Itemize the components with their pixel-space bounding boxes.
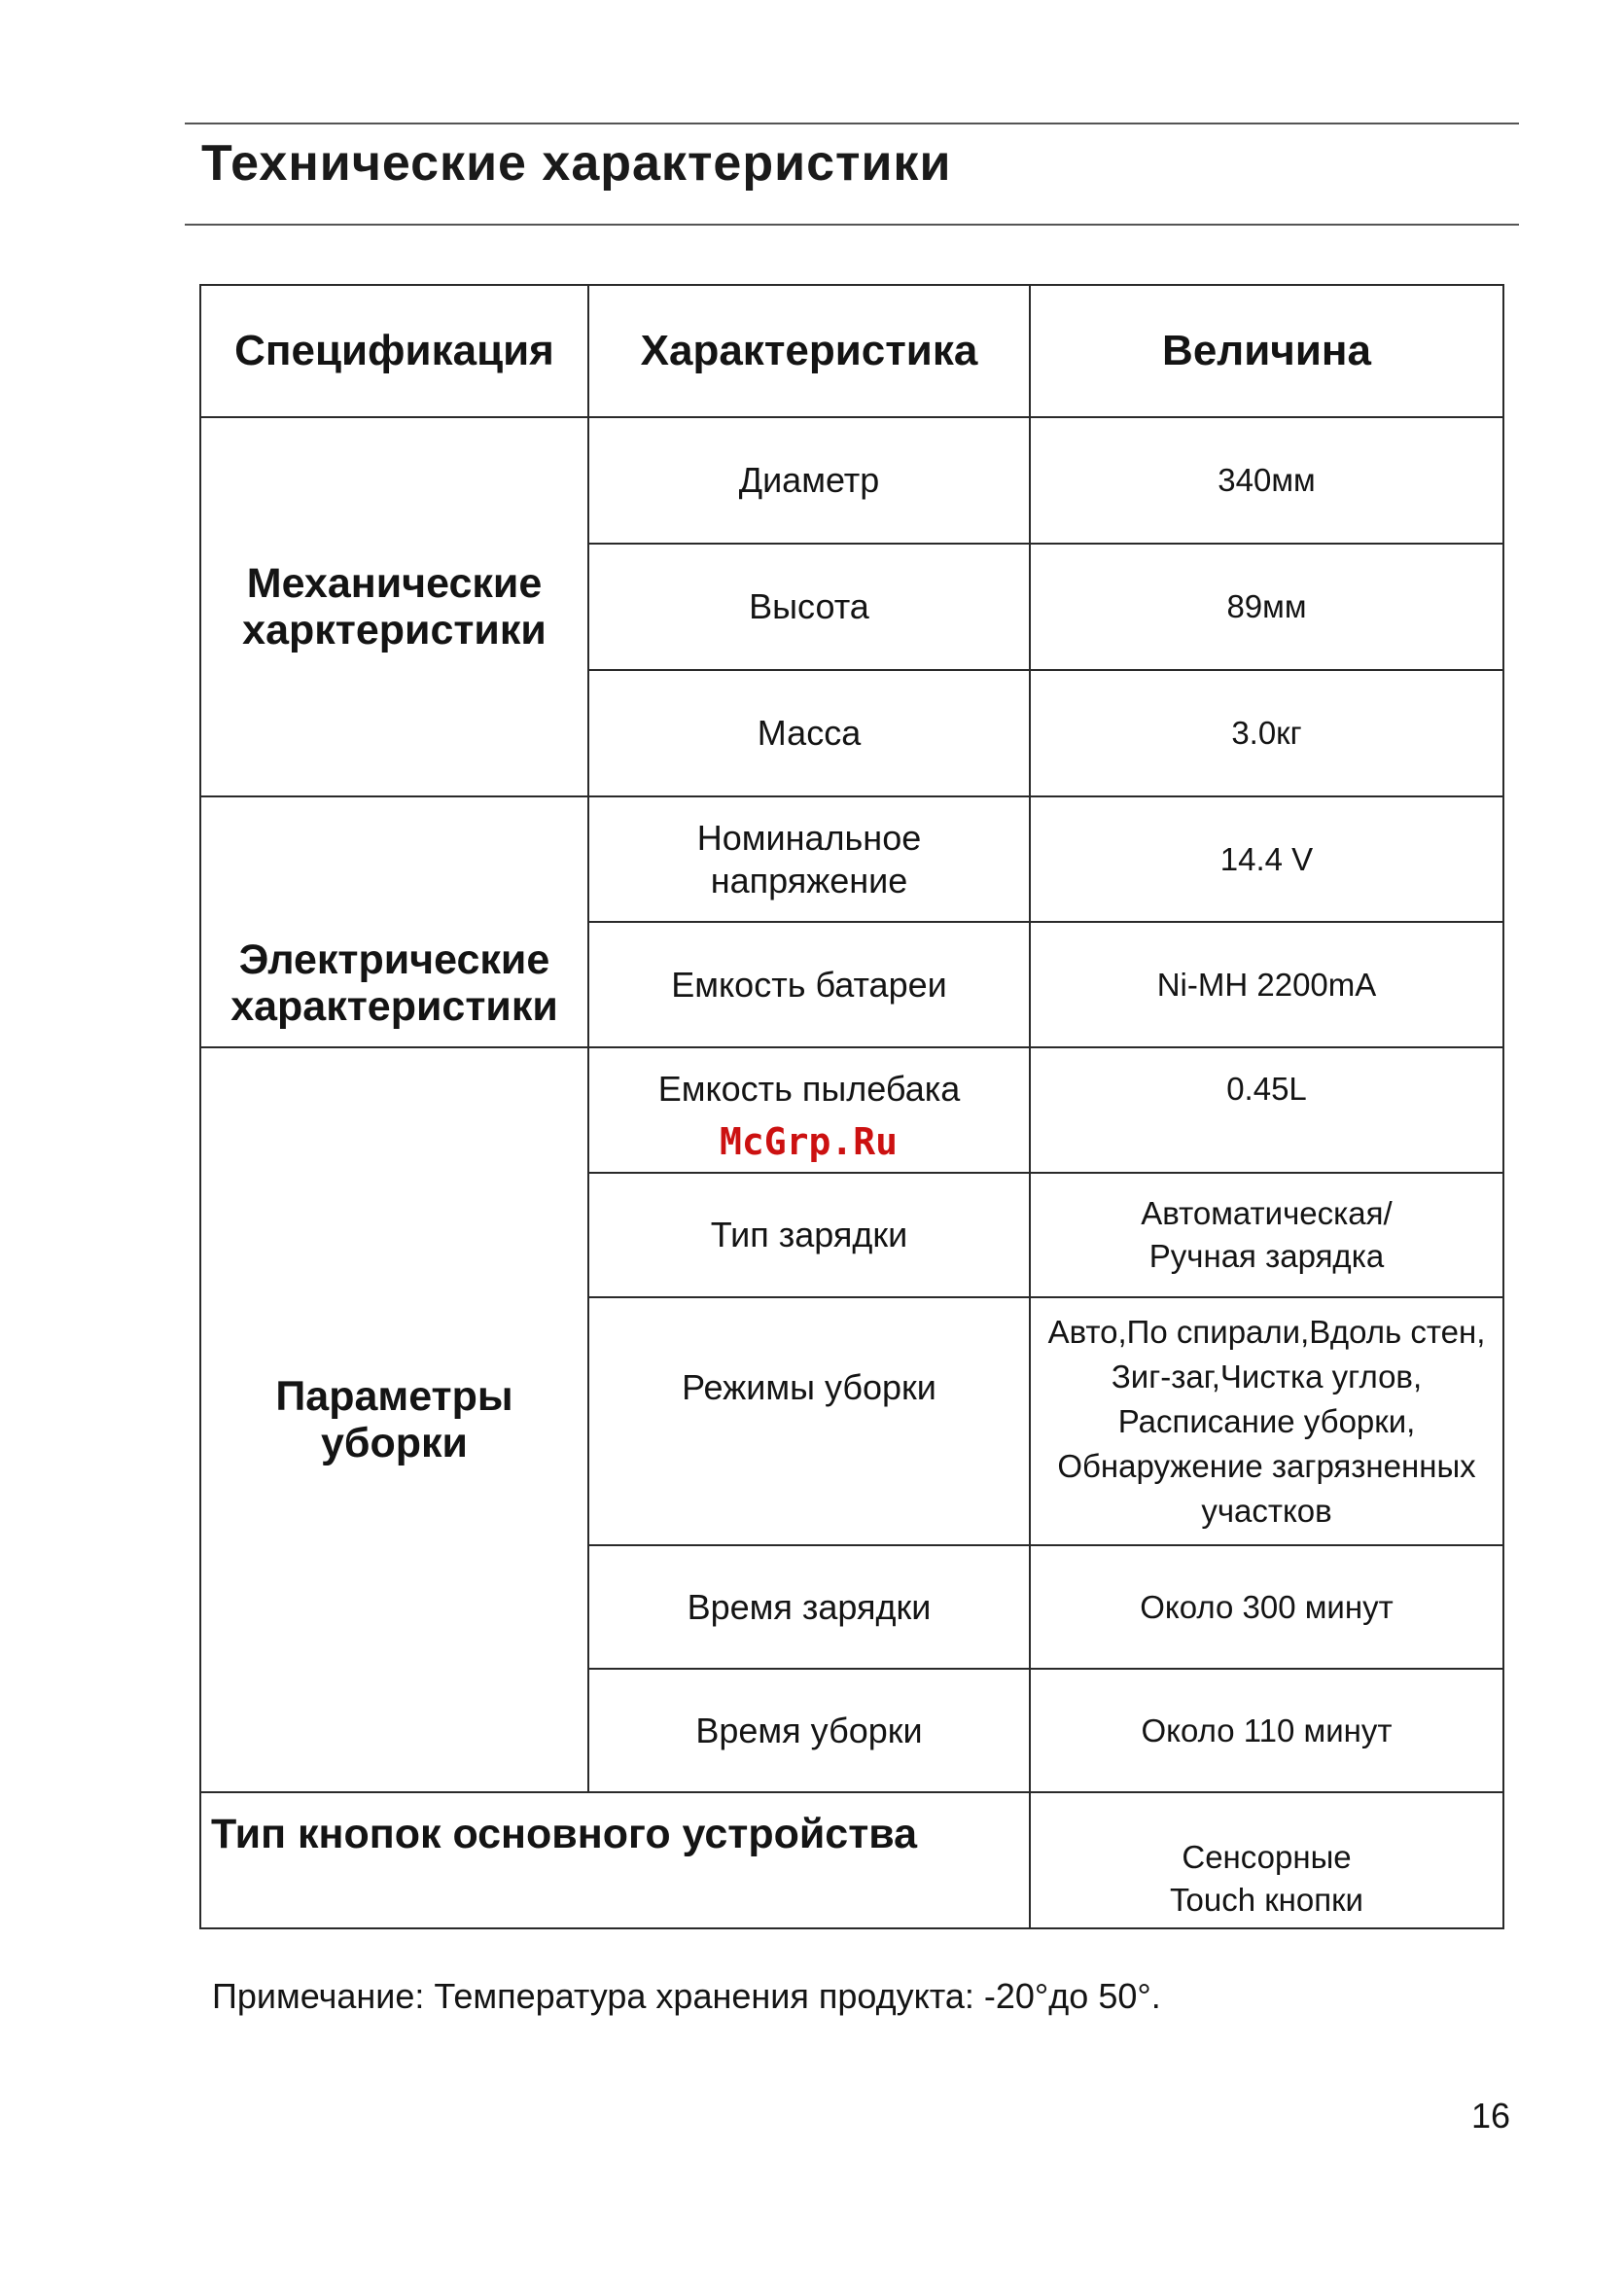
row-characteristic: Время уборки (588, 1669, 1030, 1792)
row-value: Автоматическая/ Ручная зарядка (1030, 1173, 1503, 1297)
row-characteristic: Емкость батареи (588, 922, 1030, 1047)
row-value: Около 110 минут (1030, 1669, 1503, 1792)
header-value: Величина (1030, 285, 1503, 417)
row-value: Около 300 минут (1030, 1545, 1503, 1669)
header-characteristic: Характеристика (588, 285, 1030, 417)
row-characteristic: Тип зарядки (588, 1173, 1030, 1297)
row-characteristic: Емкость пылебака (588, 1047, 1030, 1173)
spec-table (199, 284, 1504, 1929)
top-rule (185, 123, 1519, 124)
header-specification: Спецификация (200, 285, 588, 417)
category-cleaning: Параметры уборки (200, 1047, 588, 1792)
title-underline (185, 224, 1519, 226)
table-row (200, 417, 1503, 544)
row-characteristic: Масса (588, 670, 1030, 796)
row-value: Авто,По спирали,Вдоль стен, Зиг-заг,Чистка углов, Расписание уборки, Обнаружение загрязненных участков (1030, 1297, 1503, 1545)
row-value: 14.4 V (1030, 796, 1503, 922)
page-title: Технические характеристики (201, 135, 952, 192)
row-value: 340мм (1030, 417, 1503, 544)
row-value: Ni-MH 2200mA (1030, 922, 1503, 1047)
table-row (200, 796, 1503, 922)
table-row (200, 1792, 1503, 1928)
watermark: McGrp.Ru (720, 1120, 899, 1163)
footer-row-value: Сенсорные Touch кнопки (1030, 1792, 1503, 1928)
storage-note: Примечание: Температура хранения продукта: -20°до 50°. (212, 1976, 1161, 2016)
row-characteristic: Номинальное напряжение (588, 796, 1030, 922)
category-electrical: Электрические характеристики (200, 796, 588, 1047)
page-number: 16 (1471, 2096, 1511, 2136)
row-value: 89мм (1030, 544, 1503, 670)
row-value: 0.45L (1030, 1047, 1503, 1173)
category-mechanical: Механические харктеристики (200, 417, 588, 796)
row-characteristic: Время зарядки (588, 1545, 1030, 1669)
row-value: 3.0кг (1030, 670, 1503, 796)
footer-row-label: Тип кнопок основного устройства (200, 1792, 1030, 1928)
row-characteristic: Режимы уборки (588, 1297, 1030, 1545)
row-characteristic: Диаметр (588, 417, 1030, 544)
table-header-row (200, 285, 1503, 417)
row-characteristic: Высота (588, 544, 1030, 670)
